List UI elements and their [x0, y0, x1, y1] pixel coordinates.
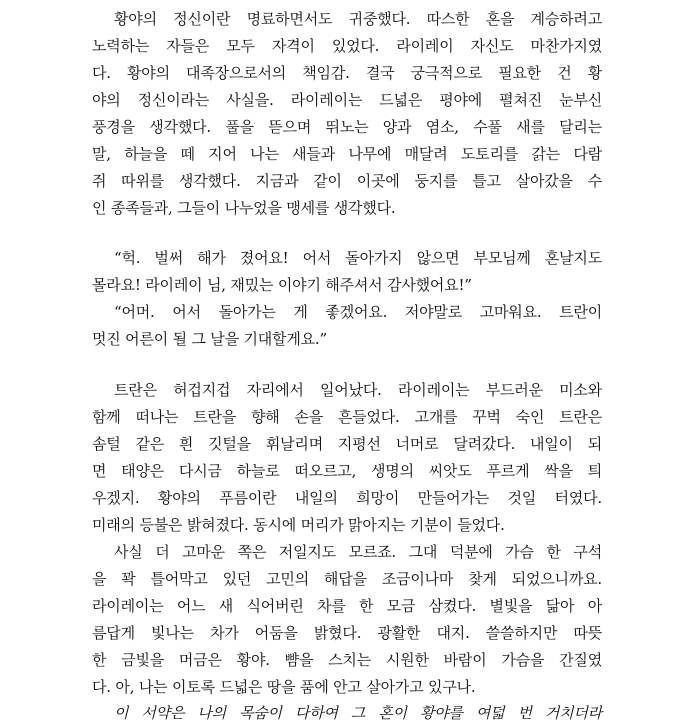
dialogue-line: “어머. 어서 돌아가는 게 좋겠어요. 저야말로 고마워요. 트란이: [114, 303, 602, 321]
body-text-line: 말, 하늘을 떼 지어 나는 새들과 나무에 매달려 도토리를 갉는 다람: [92, 145, 602, 163]
body-text-line: 우겠지. 황야의 푸름이란 내일의 희망이 만들어가는 것일 터였다.: [92, 489, 602, 507]
body-text-line: 인 종족들과, 그들이 나누었을 맹세를 생각했다.: [92, 199, 396, 217]
body-text-line: 미래의 등불은 밝혀졌다. 동시에 머리가 맑아지는 기분이 들었다.: [92, 516, 505, 534]
dialogue-line: 몰라요! 라이레이 님, 재밌는 이야기 해주셔서 감사했어요!”: [92, 276, 472, 294]
body-text-line: 황야의 정신이란 명료하면서도 귀중했다. 따스한 혼을 계승하려고: [114, 10, 602, 28]
body-text-line: 사실 더 고마운 쪽은 저일지도 모르죠. 그대 덕분에 가슴 한 구석: [114, 543, 602, 561]
body-text-line: 라이레이는 어느 새 식어버린 차를 한 모금 삼켰다. 별빛을 닮아 아: [92, 597, 602, 615]
oath-text-line: 이 서약은 나의 목숨이 다하여 그 혼이 황야를 여덟 번 거치더라: [114, 704, 602, 722]
body-text-line: 풍경을 생각했다. 풀을 뜯으며 뛰노는 양과 염소, 수풀 새를 달리는: [92, 118, 602, 136]
body-text-line: 쥐 따위를 생각했다. 지금과 같이 이곳에 둥지를 틀고 살아갔을 수: [92, 172, 602, 190]
body-text-line: 다. 아, 나는 이토록 드넓은 땅을 품에 안고 살아가고 있구나.: [92, 678, 476, 696]
body-text-line: 한 금빛을 머금은 황야. 뺨을 스치는 시원한 바람이 가슴을 간질였: [92, 651, 602, 669]
body-text-line: 노력하는 자들은 모두 자격이 있었다. 라이레이 자신도 마찬가지였: [92, 37, 602, 55]
body-text-line: 면 태양은 다시금 하늘로 떠오르고, 생명의 씨앗도 푸르게 싹을 틔: [92, 462, 602, 480]
body-text-line: 솜털 같은 흰 깃털을 휘날리며 지평선 너머로 달려갔다. 내일이 되: [92, 435, 602, 453]
body-text-line: 을 꽉 틀어막고 있던 고민의 해답을 조금이나마 찾게 되었으니까요.: [92, 570, 602, 588]
body-text-line: 야의 정신이라는 사실을. 라이레이는 드넓은 평야에 펼쳐진 눈부신: [92, 91, 602, 109]
body-text-line: 트란은 허겁지겁 자리에서 일어났다. 라이레이는 부드러운 미소와: [114, 381, 602, 399]
body-text-line: 다. 황야의 대족장으로서의 책임감. 결국 궁극적으로 필요한 건 황: [92, 64, 602, 82]
body-text-line: 름답게 빛나는 차가 어둠을 밝혔다. 광활한 대지. 쓸쓸하지만 따뜻: [92, 624, 602, 642]
dialogue-line: 멋진 어른이 될 그 날을 기대할게요.”: [92, 330, 327, 348]
dialogue-line: “헉. 벌써 해가 졌어요! 어서 돌아가지 않으면 부모님께 혼날지도: [114, 249, 602, 267]
body-text-line: 함께 떠나는 트란을 향해 손을 흔들었다. 고개를 꾸벅 숙인 트란은: [92, 408, 602, 426]
